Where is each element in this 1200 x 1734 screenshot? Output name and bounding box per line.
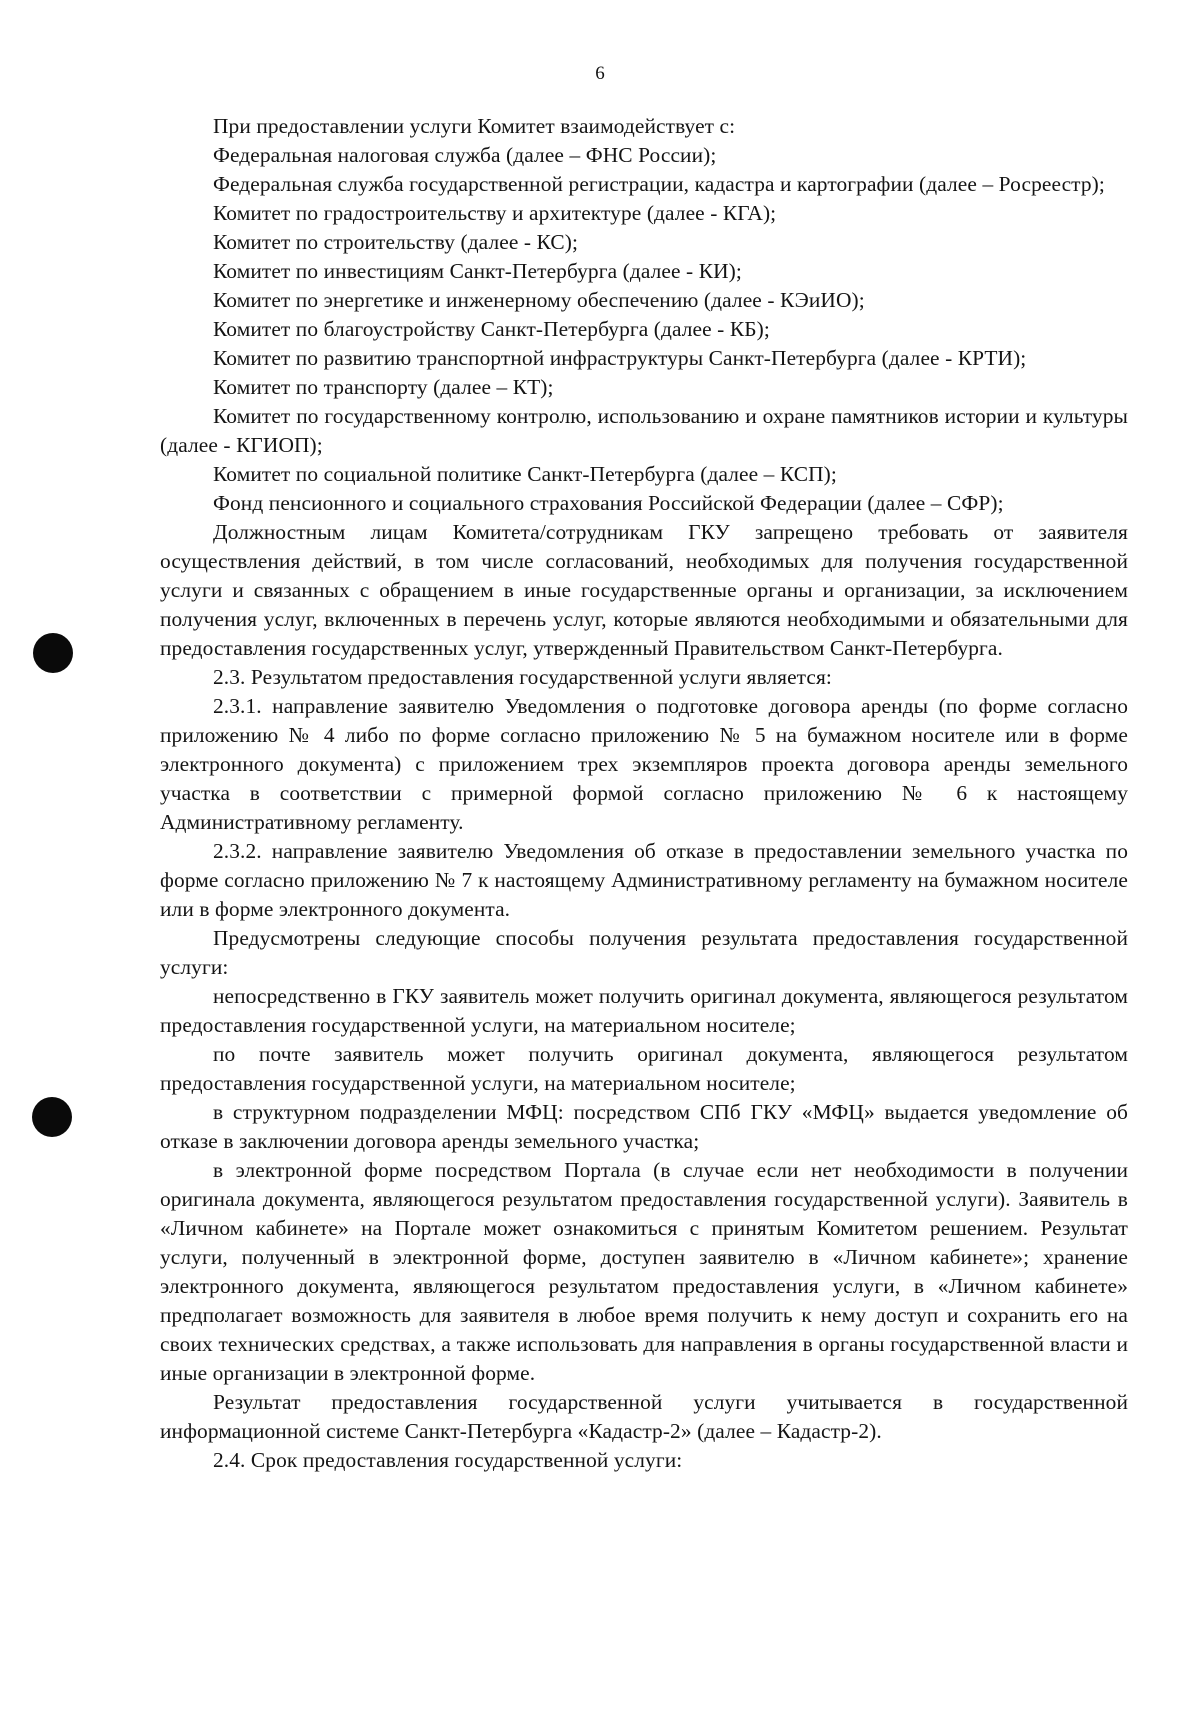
paragraph-ki: Комитет по инвестициям Санкт-Петербурга (далее - КИ); (213, 259, 742, 283)
document-body (160, 112, 1128, 1475)
paragraph-method-mfc: в структурном подразделении МФЦ: посредством СПб ГКУ «МФЦ» выдается уведомление об отказе в заключении договора аренды земельного участка; (160, 1100, 1128, 1153)
paragraph-prohibition: Должностным лицам Комитета/сотрудникам ГКУ запрещено требовать от заявителя осуществления действий, в том числе согласований, необходимых для получения государственной услуги и связанных с обращением в иные государственные органы и организации, за исключением получения услуг, включенных в перечень услуг, которые являются необходимыми и обязательными для предоставления государственных услуг, утвержденный Правительством Санкт-Петербурга. (160, 520, 1128, 660)
paragraph-fns: Федеральная налоговая служба (далее – ФНС России); (213, 143, 717, 167)
paragraph-kgiop: Комитет по государственному контролю, использованию и охране памятников истории и культуры (далее - КГИОП); (160, 404, 1128, 457)
paragraph-kga: Комитет по градостроительству и архитектуре (далее - КГА); (213, 201, 777, 225)
paragraph-kb: Комитет по благоустройству Санкт-Петербурга (далее - КБ); (213, 317, 770, 341)
paragraph-kadastr: Результат предоставления государственной услуги учитывается в государственной информационной системе Санкт-Петербурга «Кадастр-2» (далее – Кадастр-2). (160, 1390, 1128, 1443)
paragraph-method-portal: в электронной форме посредством Портала (в случае если нет необходимости в получении оригинала документа, являющегося результатом предоставления государственной услуги). Заявитель в «Личном кабинете» на Портале может ознакомиться с принятым Комитетом решением. Результат услуги, полученный в электронной форме, доступен заявителю в «Личном кабинете»; хранение электронного документа, являющегося результатом предоставления услуги, в «Личном кабинете» предполагает возможность для заявителя в любое время получить к нему доступ и сохранить его на своих технических средствах, а также использовать для направления в органы государственной власти и иные организации в электронной форме. (160, 1158, 1128, 1385)
punch-hole-mark (32, 1097, 72, 1137)
paragraph-method-post: по почте заявитель может получить оригинал документа, являющегося результатом предоставления государственной услуги, на материальном носителе; (160, 1042, 1128, 1095)
paragraph-keiio: Комитет по энергетике и инженерному обеспечению (далее - КЭиИО); (213, 288, 865, 312)
paragraph-section-2-3-2: 2.3.2. направление заявителю Уведомления об отказе в предоставлении земельного участка по форме согласно приложению № 7 к настоящему Административному регламенту на бумажном носителе или в форме электронного документа. (160, 839, 1128, 921)
paragraph-ks: Комитет по строительству (далее - КС); (213, 230, 579, 254)
paragraph-rosreestr: Федеральная служба государственной регистрации, кадастра и картографии (далее – Росреестр); (213, 172, 1105, 196)
paragraph-section-2-3: 2.3. Результатом предоставления государственной услуги является: (213, 665, 832, 689)
paragraph-method-gku: непосредственно в ГКУ заявитель может получить оригинал документа, являющегося результатом предоставления государственной услуги, на материальном носителе; (160, 984, 1128, 1037)
punch-hole-mark (33, 633, 73, 673)
paragraph-kt: Комитет по транспорту (далее – КТ); (213, 375, 554, 399)
paragraph-interaction-intro: При предоставлении услуги Комитет взаимодействует с: (213, 114, 736, 138)
paragraph-krti: Комитет по развитию транспортной инфраструктуры Санкт-Петербурга (далее - КРТИ); (213, 346, 1027, 370)
paragraph-section-2-3-1: 2.3.1. направление заявителю Уведомления о подготовке договора аренды (по форме согласно приложению № 4 либо по форме согласно приложению № 5 на бумажном носителе или в форме электронного документа) с приложением трех экземпляров проекта договора аренды земельного участка в соответствии с примерной формой согласно приложению № 6 к настоящему Административному регламенту. (160, 694, 1128, 834)
paragraph-result-methods: Предусмотрены следующие способы получения результата предоставления государственной услуги: (160, 926, 1128, 979)
paragraph-sfr: Фонд пенсионного и социального страхования Российской Федерации (далее – СФР); (213, 491, 1004, 515)
paragraph-section-2-4: 2.4. Срок предоставления государственной услуги: (213, 1448, 683, 1472)
paragraph-ksp: Комитет по социальной политике Санкт-Петербурга (далее – КСП); (213, 462, 837, 486)
page-number: 6 (595, 63, 605, 84)
